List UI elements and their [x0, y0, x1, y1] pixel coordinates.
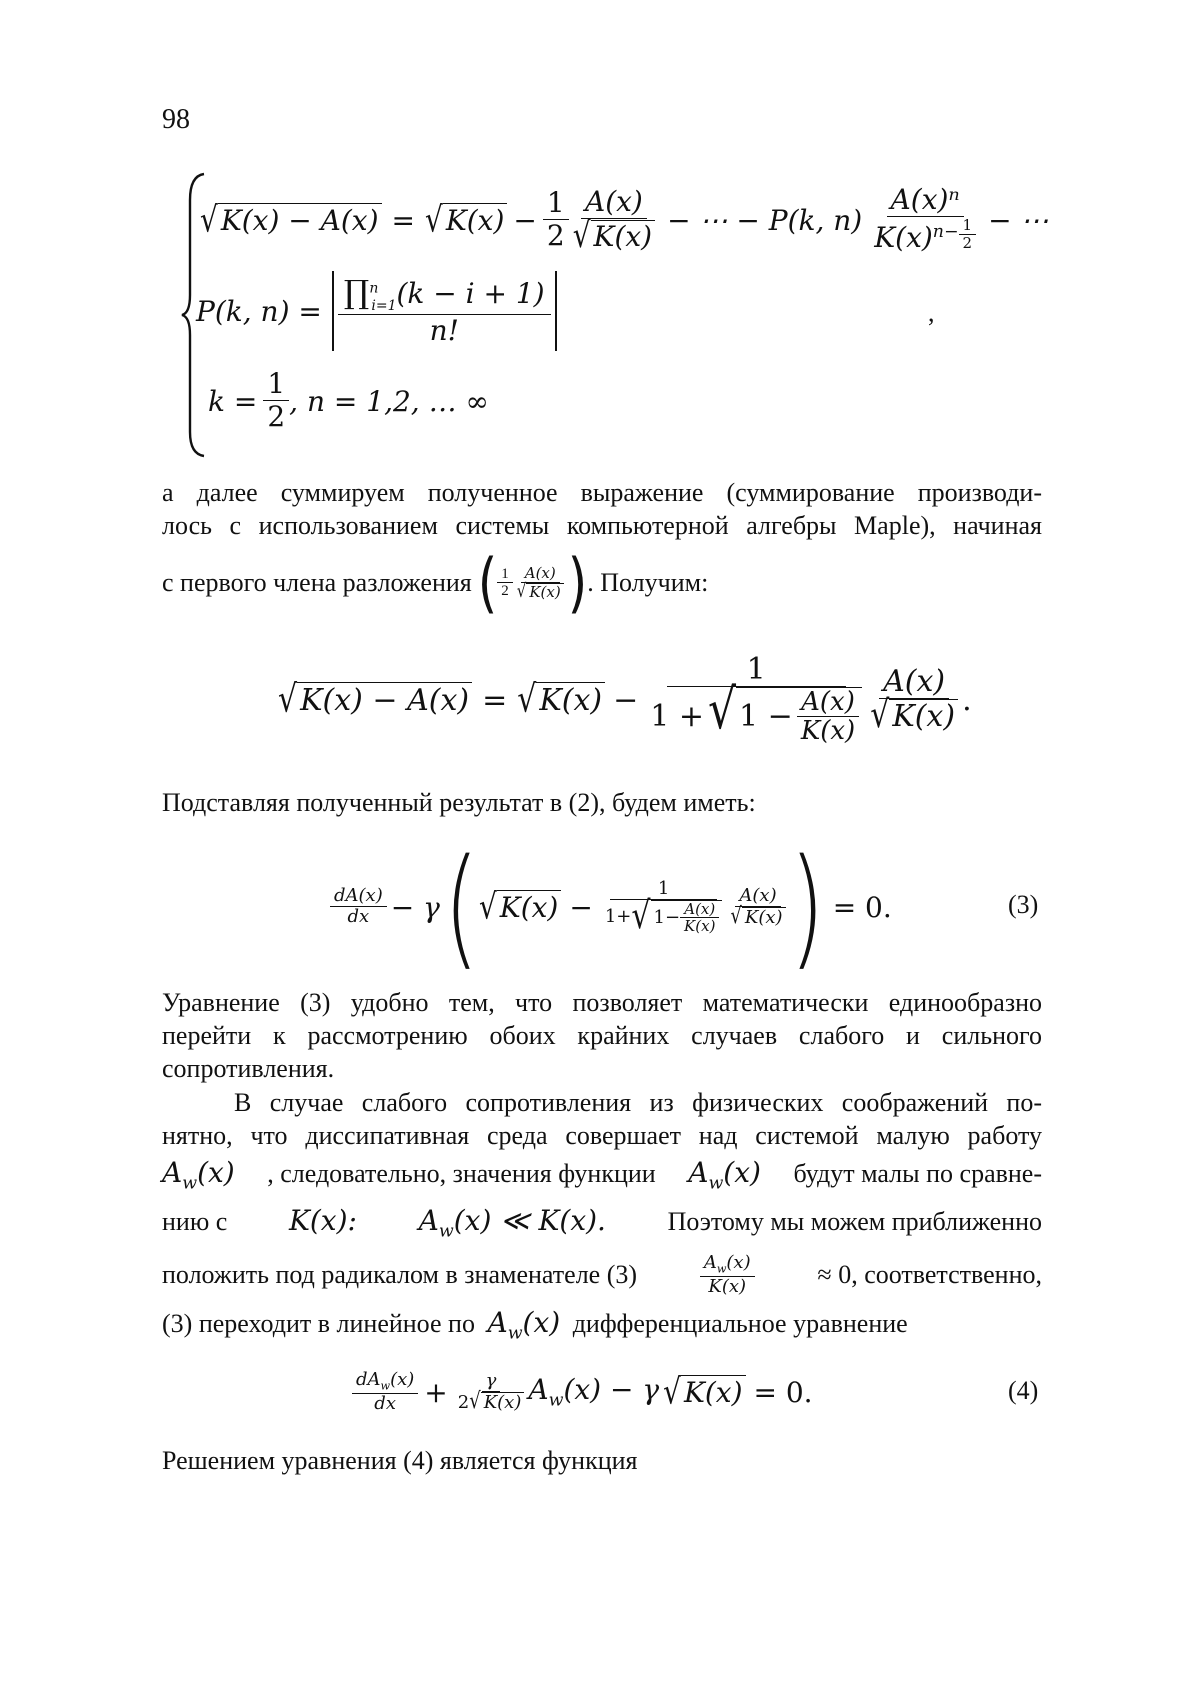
aw-over-k: $\frac{A_w(x)}{K(x)}$	[700, 1253, 755, 1298]
equation-4-number: (4)	[1008, 1376, 1039, 1405]
eq3-continued-fraction: 1 1+ √ 1− $\frac{A(x)}{K(x)}$	[601, 879, 727, 936]
eq3-a-over-sqrt-k: A(x) √ K(x)	[726, 886, 789, 928]
derivative-aw: $\frac{dA_w(x)}{dx}$	[352, 1370, 418, 1415]
derivative-a: $\frac{dA(x)}{dx}$	[330, 886, 387, 927]
equation-4: $\frac{dA_w(x)}{dx}$ + γ 2 √ K(x) $A_w(x) - \gamma$ √ K(x) = 0.	[352, 1352, 813, 1432]
abs-bar-left	[332, 271, 334, 351]
a-power-fraction: A(x)ⁿ $K(x)^{n- \frac{1}{2}}$	[870, 185, 980, 254]
paragraph-3: Уравнение (3) удобно тем, что позволяет математически единообразно перейти к рассмотрению обоих крайних случаев слабого и сильного сопротивления.	[162, 988, 1042, 1083]
half-fraction: $\frac{1}{2}$	[543, 188, 569, 252]
abs-bar-right	[555, 271, 557, 351]
k-half: $\frac{1}{2}$	[263, 369, 289, 433]
system-line-1: √ K(x) − A(x) = √ K(x) − $\frac{1}{2}$ A(x) √ K(x) − ⋯ − P(k, n) A(x)ⁿ $K(x)^{n- \frac{1}{2}}$ − ⋯	[200, 183, 1049, 256]
paragraph-4-line-5: положить под радикалом в знаменателе (3) $\frac{A_w(x)}{K(x)}$ ≈ 0, соответственно,	[162, 1251, 1042, 1297]
system-comma: ,	[928, 298, 935, 327]
paragraph-4: В случае слабого сопротивления из физических соображений по- нятно, что диссипативная среда совершает над системой малую работу	[162, 1088, 1042, 1150]
paragraph-4-line-6: (3) переходит в линейное по $A_w(x)$ дифференциальное уравнение	[162, 1306, 908, 1344]
equation-system	[180, 170, 1060, 460]
a-over-sqrt-k-2: A(x) √ K(x)	[866, 665, 962, 735]
sqrt-k: √ K(x)	[425, 203, 507, 237]
paragraph-1-line-3: с первого члена разложения ( $\frac{1}{2}$ A(x) √ K(x) ) . Получим:	[162, 545, 709, 621]
page-number: 98	[162, 104, 190, 135]
equation-3-number: (3)	[1008, 890, 1039, 919]
inline-a-over-sqrt-k: A(x) √ K(x)	[513, 565, 568, 601]
paragraph-4-line-3: $A_w(x)$ , следовательно, значения функции $A_w(x)$ будут малы по сравне-	[162, 1156, 1042, 1194]
equation-3: $\frac{dA(x)}{dx}$ − γ ( √ K(x) − 1 1+ √ 1− $\frac{A(x)}{K(x)}$ A(x) √ K(x) ) = 0.	[330, 842, 892, 972]
gamma-fraction: γ 2 √ K(x)	[454, 1371, 529, 1413]
paragraph-4-line-4: нию с K(x): $A_w(x)$ ≪ K(x). Поэтому мы можем приближенно	[162, 1204, 1042, 1242]
equation-sum: √ K(x) − A(x) = √ K(x) − 1 1 + √ 1 − $\frac{A(x)}{K(x)}$ A(x) √ K(x) .	[278, 651, 972, 747]
inline-half: $\frac{1}{2}$	[497, 566, 513, 601]
paragraph-1: а далее суммируем полученное выражение (суммирование производи- лось с использованием системы компьютерной алгебры Maple), начиная	[162, 478, 1042, 540]
paragraph-5: Решением уравнения (4) является функция	[162, 1446, 638, 1475]
system-line-3: k = $\frac{1}{2}$ , n = 1,2, … ∞	[208, 367, 489, 433]
sqrt-lhs: √ K(x) − A(x)	[200, 203, 382, 237]
a-over-sqrt-k: A(x) √ K(x)	[569, 187, 659, 253]
paragraph-2: Подставляя полученный результат в (2), будем иметь:	[162, 788, 756, 817]
system-line-2: P(k, n) = $\frac{\prod^n_{i=1}(k - i + 1)}{n!}$	[196, 268, 557, 354]
product-fraction: $\frac{\prod^n_{i=1}(k - i + 1)}{n!}$	[338, 275, 551, 347]
continued-fraction: 1 1 + √ 1 − $\frac{A(x)}{K(x)}$	[646, 653, 866, 747]
